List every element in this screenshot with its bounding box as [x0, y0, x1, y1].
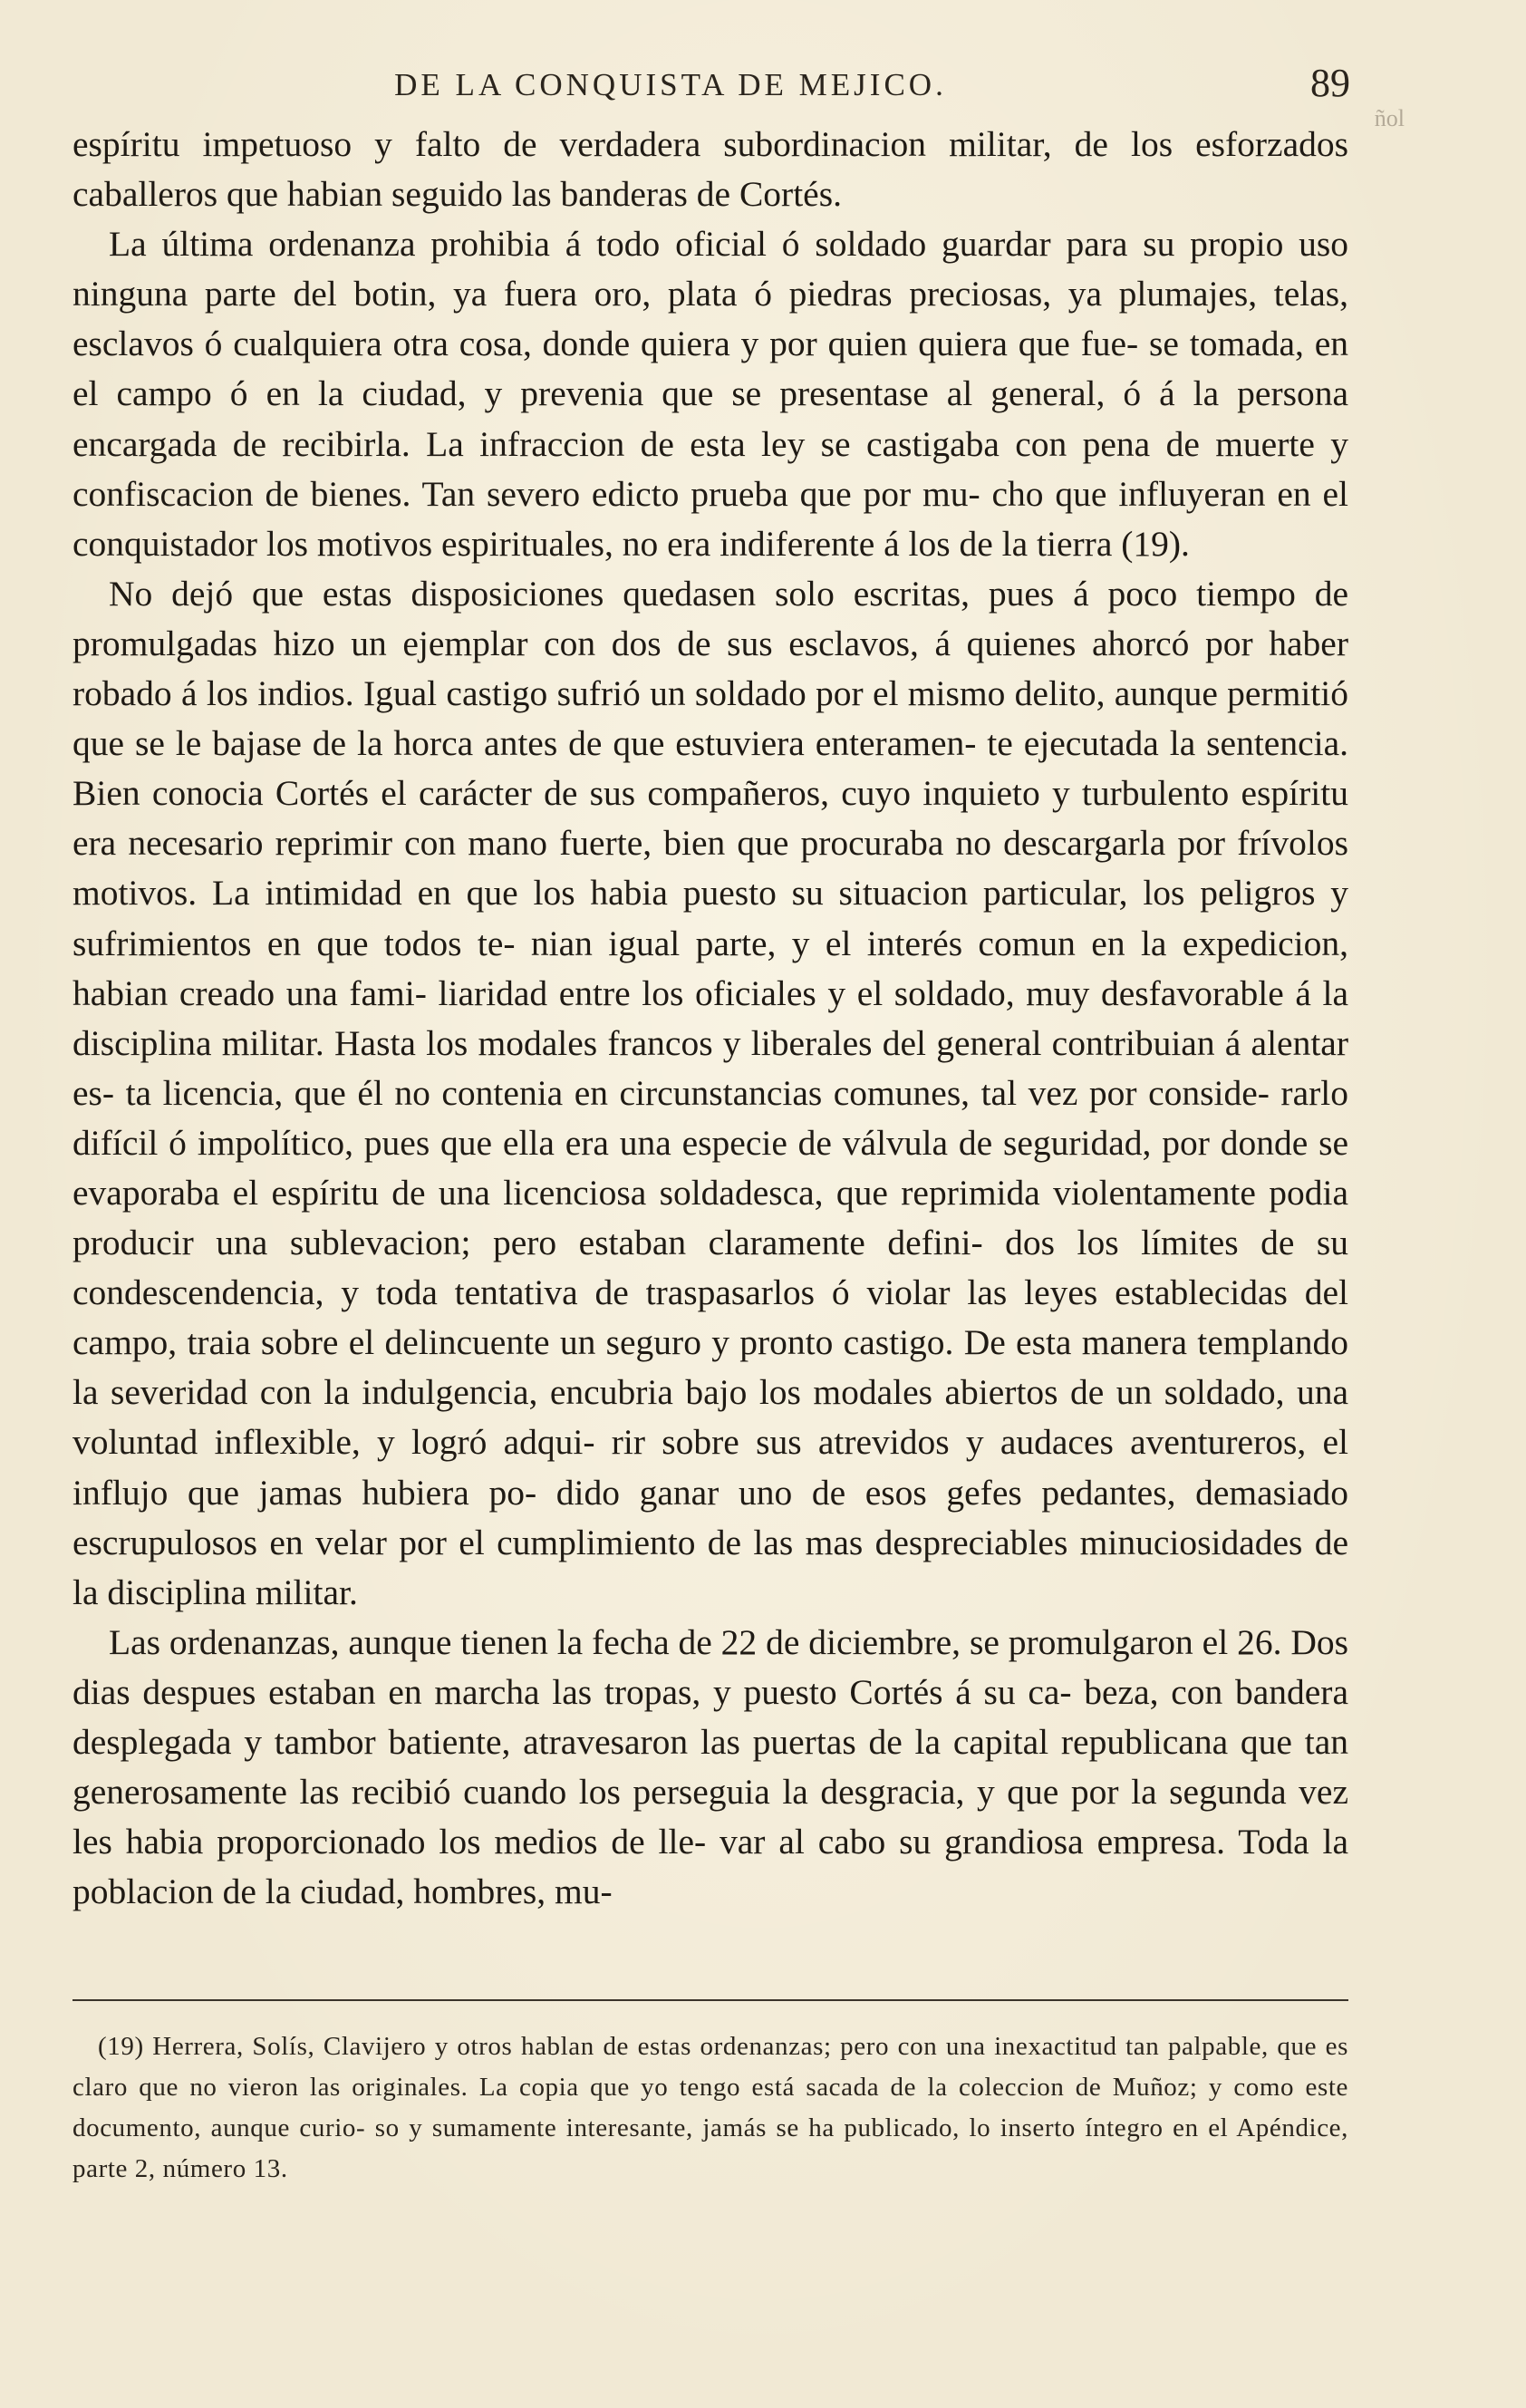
paragraph-march: Las ordenanzas, aunque tienen la fecha de 22 de diciembre, se promulgaron el 26. Dos dias despues estaban en marcha las tropas, y puesto Cortés á su ca- beza, con bandera desplegada y tambor batiente, atravesaron las puertas de la capital republicana que tan generosamente las recibió cuando los perseguia la desgracia, y que por la segunda vez les habia proporcionado los medios de lle- var al cabo su grandiosa empresa. Toda la poblacion de la ciudad, hombres, mu-: [72, 1621, 1348, 1912]
marginal-mark: ñol: [1374, 105, 1405, 131]
page-header: [72, 60, 1405, 131]
main-text: [72, 120, 1348, 1917]
running-title: DE LA CONQUISTA DE MEJICO.: [394, 67, 947, 102]
page-number: 89: [1310, 61, 1350, 105]
paragraph-last-ordinance: La última ordenanza prohibia á todo oficial ó soldado guardar para su propio uso ninguna parte del botin, ya fuera oro, plata ó piedras preciosas, ya plumajes, telas, esclavos ó cualquiera otra cosa, donde quiera y por quien quiera que fue- se tomada, en el campo ó en la ciudad, y prevenia que se presentase al general, ó á la persona encargada de recibirla. La infraccion de esta ley se castigaba con pena de muerte y confiscacion de bienes. Tan severo edicto prueba que por mu- cho que influyeran en el conquistador los motivos espirituales, no era indiferente á los de la tierra (19).: [72, 224, 1348, 564]
paragraph-enforcement: No dejó que estas disposiciones quedasen solo escritas, pues á poco tiempo de promulgadas hizo un ejemplar con dos de sus esclavos, á quienes ahorcó por haber robado á los indios. Igual castigo sufrió un soldado por el mismo delito, aunque permitió que se le bajase de la horca antes de que estuviera enteramen- te ejecutada la sentencia. Bien conocia Cortés el carácter de sus compañeros, cuyo inquieto y turbulento espíritu era necesario reprimir con mano fuerte, bien que procuraba no descargarla por frívolos motivos. La intimidad en que los habia puesto su situacion particular, los peligros y sufrimientos en que todos te- nian igual parte, y el interés comun en la expedicion, habian creado una fami- liaridad entre los oficiales y el soldado, muy desfavorable á la disciplina militar. Hasta los modales francos y liberales del general contribuian á alentar es- ta licencia, que él no contenia en circunstancias comunes, tal vez por conside- rarlo difícil ó impolítico, pues que ella era una especie de válvula de seguridad, por donde se evaporaba el espíritu de una licenciosa soldadesca, que reprimida violentamente podia producir una sublevacion; pero estaban claramente defini- dos los límites de su condescendencia, y toda tentativa de traspasarlos ó violar las leyes establecidas del campo, traia sobre el delincuente un seguro y pronto castigo. De esta manera templando la severidad con la indulgencia, encubria bajo los modales abiertos de un soldado, una voluntad inflexible, y logró adqui- rir sobre sus atrevidos y audaces aventureros, el influjo que jamas hubiera po- dido ganar uno de esos gefes pedantes, demasiado escrupulosos en velar por el cumplimiento de las mas despreciables minuciosidades de la disciplina militar.: [72, 573, 1348, 1612]
paragraph-continuation: espíritu impetuoso y falto de verdadera subordinacion militar, de los esforzados caballeros que habian seguido las banderas de Cortés.: [72, 124, 1348, 215]
footnote-divider: [72, 1999, 1348, 2001]
footnotes: [72, 2026, 1348, 2190]
footnote-19: (19) Herrera, Solís, Clavijero y otros hablan de estas ordenanzas; pero con una inexactitud tan palpable, que es claro que no vieron las originales. La copia que yo tengo está sacada de la coleccion de Muñoz; y como este documento, aunque curio- so y sumamente interesante, jamás se ha publicado, lo inserto íntegro en el Apéndice, parte 2, número 13.: [72, 2032, 1348, 2183]
